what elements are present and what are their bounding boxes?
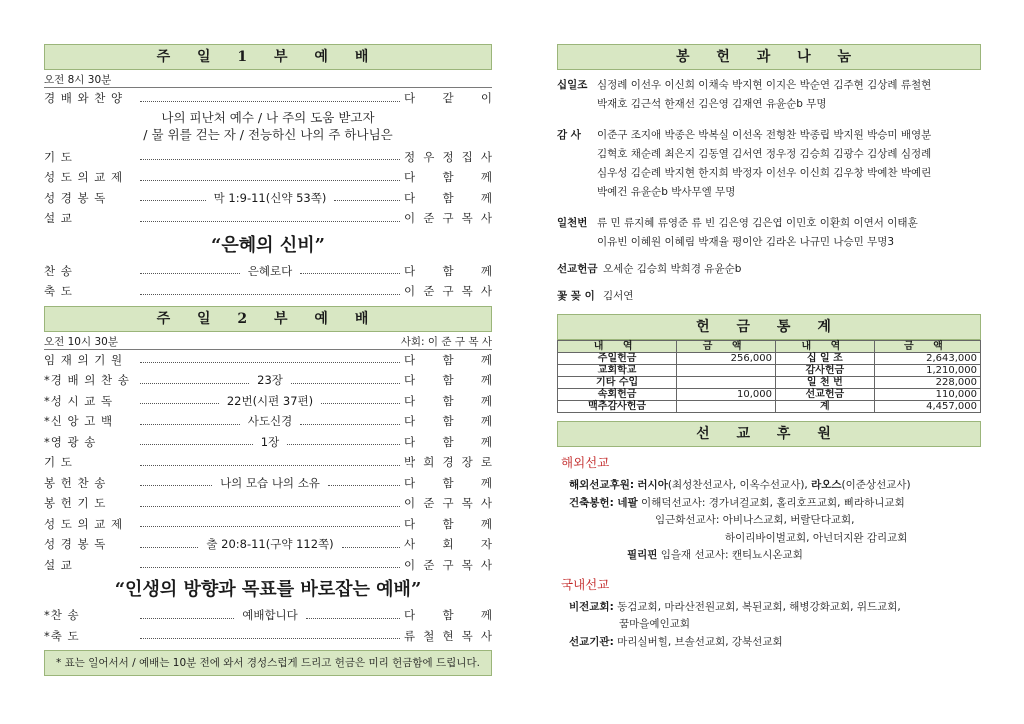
- service1-time: 오전 8시 30분: [44, 74, 112, 86]
- offering-names: 류 민 류지혜 류영준 류 빈 김은영 김은엽 이민호 이환희 이연서 이태훈: [597, 217, 918, 229]
- overseas-list: [557, 477, 981, 565]
- order-row: [44, 208, 492, 229]
- domestic-line: [557, 634, 981, 652]
- order-label: 기 도: [44, 149, 73, 164]
- table-cell: 계: [775, 401, 874, 413]
- offering-group: [557, 287, 981, 306]
- offering-category: 일천번: [557, 217, 588, 229]
- offering-group: [557, 76, 981, 114]
- offering-line: [557, 76, 981, 95]
- order-leader: 다 같 이: [404, 91, 492, 106]
- dotted-leader: [140, 200, 206, 201]
- domestic-category: 선교기관:: [569, 635, 614, 648]
- offering-names: 이준구 조지애 박종은 박복실 이선옥 전형찬 박종립 박지원 박승미 배영분: [597, 129, 932, 141]
- stats-table: [557, 340, 981, 413]
- offering-line: [557, 126, 981, 145]
- order-row: [44, 534, 492, 555]
- order-row: [44, 432, 492, 453]
- table-cell: [677, 377, 776, 389]
- table-cell: 속회헌금: [558, 389, 677, 401]
- order-label: 찬 송: [44, 263, 73, 278]
- overseas-line: [557, 530, 981, 548]
- order-label: 봉 헌 기 도: [44, 496, 107, 511]
- offering-group: [557, 126, 981, 202]
- offering-line: [557, 183, 981, 202]
- dotted-leader: [140, 547, 198, 548]
- dotted-leader: [140, 506, 400, 507]
- dotted-leader: [140, 101, 400, 102]
- dotted-leader: [140, 638, 400, 639]
- service2-order-2: [44, 605, 492, 646]
- order-leader: 다 함 께: [404, 475, 492, 490]
- order-label: *영 광 송: [44, 434, 97, 449]
- overseas-text2: (최성찬선교사, 이옥수선교사),: [667, 479, 812, 491]
- offering-groups: [557, 76, 981, 306]
- table-cell: 선교헌금: [775, 389, 874, 401]
- order-leader: 다 함 께: [404, 352, 492, 367]
- dotted-leader: [140, 567, 400, 568]
- order-leader: 이 준 구 목 사: [404, 211, 492, 226]
- order-leader: 다 함 께: [404, 414, 492, 429]
- offering-line: [557, 95, 981, 114]
- dotted-leader: [140, 294, 400, 295]
- domestic-label: 국내선교: [561, 576, 610, 592]
- order-leader: 이 준 구 목 사: [404, 284, 492, 299]
- order-label: 성 경 봉 독: [44, 537, 107, 552]
- offering-category: [557, 164, 597, 183]
- order-leader: 다 함 께: [404, 393, 492, 408]
- order-detail: 22번(시편 37편): [226, 393, 314, 408]
- dotted-leader: [140, 403, 219, 404]
- order-leader: 사 회 자: [404, 537, 492, 552]
- order-label: 성 경 봉 독: [44, 190, 107, 205]
- order-row: [44, 88, 492, 109]
- order-label: 성 도 의 교 제: [44, 516, 124, 531]
- overseas-bold: 필리핀: [627, 549, 658, 561]
- order-leader: 정 우 정 집 사: [404, 149, 492, 164]
- dotted-leader: [140, 424, 240, 425]
- overseas-line: [557, 495, 981, 513]
- table-cell: [677, 401, 776, 413]
- overseas-text: 이해덕선교사: 경가녀걸교회, 홀리호프교회, 삐라하니교회: [637, 496, 905, 509]
- order-leader: 류 철 현 목 사: [404, 628, 492, 643]
- overseas-label: 해외선교: [561, 455, 610, 470]
- offering-category: [557, 233, 597, 252]
- offering-line: [557, 145, 981, 164]
- right-column: [557, 44, 981, 651]
- table-cell: [677, 365, 776, 377]
- service1-lyric-2: / 물 위를 걷는 자 / 전능하신 나의 주 하나님은: [143, 126, 393, 142]
- domestic-list: [557, 599, 981, 652]
- service2-header: 주 일 2 부 예 배: [44, 306, 492, 332]
- order-row: [44, 350, 492, 371]
- order-label: *성 시 교 독: [44, 393, 114, 408]
- offering-names: 이유빈 이혜원 이혜림 박재율 평이안 김라온 나규민 나승민 무명3: [597, 236, 895, 248]
- dotted-leader: [328, 485, 400, 486]
- order-leader: 다 함 께: [404, 434, 492, 449]
- service2-order: [44, 350, 492, 576]
- table-row: [558, 365, 981, 377]
- order-row: [44, 605, 492, 626]
- order-label: 임 재 의 기 원: [44, 352, 124, 367]
- table-cell: 기타 수입: [558, 377, 677, 389]
- left-column: [44, 44, 492, 676]
- order-row: [44, 452, 492, 473]
- offering-line: [557, 233, 981, 252]
- service2-sermon-title: “인생의 방향과 목표를 바로잡는 예배”: [114, 579, 422, 600]
- service1-order-2: [44, 147, 492, 229]
- order-detail: 예배합니다: [242, 608, 298, 623]
- table-cell: 십 일 조: [775, 353, 874, 365]
- order-label: 기 도: [44, 455, 73, 470]
- dotted-leader: [306, 618, 400, 619]
- mission-header: 선 교 후 원: [557, 421, 981, 447]
- order-row: [44, 514, 492, 535]
- order-label: 축 도: [44, 284, 73, 299]
- offering-header: 봉 헌 과 나 눔: [557, 44, 981, 70]
- table-cell: 10,000: [677, 389, 776, 401]
- table-cell: 256,000: [677, 353, 776, 365]
- order-detail: 막 1:9-11(신약 53쪽): [213, 190, 327, 205]
- dotted-leader: [140, 180, 400, 181]
- dotted-leader: [140, 444, 253, 445]
- order-label: 설 교: [44, 557, 73, 572]
- order-row: [44, 626, 492, 647]
- table-row: [558, 353, 981, 365]
- order-leader: 다 함 께: [404, 608, 493, 623]
- domestic-names: 동검교회, 마라산전원교회, 복된교회, 해병강화교회, 위드교회,: [613, 600, 901, 613]
- dotted-leader: [140, 465, 400, 466]
- order-row: [44, 167, 492, 188]
- dotted-leader: [321, 403, 400, 404]
- order-row: [44, 493, 492, 514]
- service2-host: 사회: 이 준 구 목 사: [400, 335, 492, 348]
- offering-category: [557, 95, 597, 114]
- offering-category: 감 사: [557, 129, 581, 141]
- order-detail: 1장: [260, 434, 280, 449]
- order-row: [44, 261, 492, 282]
- dotted-leader: [140, 159, 400, 160]
- offering-names: 김혁호 채순례 최은지 김동열 김서연 정우정 김승희 김광수 김상례 심정례: [597, 148, 932, 160]
- overseas-bold3: 라오스: [811, 479, 842, 491]
- offering-group: [557, 260, 981, 279]
- order-detail: 은혜로다: [247, 263, 293, 278]
- offering-line: [557, 260, 981, 279]
- dotted-leader: [140, 362, 400, 363]
- order-detail: 출 20:8-11(구약 112쪽): [206, 537, 334, 552]
- offering-names: 심정례 이선우 이신희 이채숙 박지현 이지은 박순연 김주현 김상례 류철현: [597, 79, 932, 91]
- overseas-text: 임을재 선교사: 캔티뇨시온교회: [657, 549, 803, 561]
- order-detail: 사도신경: [247, 414, 293, 429]
- order-leader: 박 희 경 장 로: [404, 455, 492, 470]
- domestic-names: 마리실버힐, 브솔선교회, 강북선교회: [613, 635, 783, 648]
- table-header: 내 역: [558, 341, 677, 353]
- order-leader: 다 함 께: [404, 373, 492, 388]
- domestic-category: 비전교회:: [569, 600, 614, 613]
- order-row: [44, 147, 492, 168]
- offering-category: 십일조: [557, 79, 588, 91]
- domestic-names: 꿈마을예인교회: [619, 618, 691, 630]
- offering-category: 선교헌금: [557, 263, 598, 275]
- order-detail: 23장: [257, 373, 283, 388]
- overseas-bold: 해외선교후원:: [569, 479, 635, 491]
- offering-line: [557, 287, 981, 306]
- service1-header: 주 일 1 부 예 배: [44, 44, 492, 70]
- dotted-leader: [140, 618, 234, 619]
- order-leader: 다 함 께: [404, 263, 492, 278]
- offering-line: [557, 214, 981, 233]
- order-label: 성 도 의 교 제: [44, 170, 124, 185]
- overseas-line: [557, 547, 981, 565]
- table-header: 내 역: [775, 341, 874, 353]
- overseas-text: 하이리바이벌교회, 아넌더지완 감리교회: [725, 531, 908, 544]
- order-row: [44, 473, 492, 494]
- order-row: [44, 188, 492, 209]
- overseas-line: [557, 477, 981, 495]
- service2-meta: [44, 335, 492, 349]
- offering-names: 박예건 유윤순b 박사무엘 무명: [597, 186, 736, 198]
- order-label: *찬 송: [44, 608, 80, 623]
- dotted-leader: [140, 485, 212, 486]
- offering-group: [557, 214, 981, 252]
- order-row: [44, 391, 492, 412]
- order-row: [44, 281, 492, 302]
- overseas-line: [557, 512, 981, 530]
- order-leader: 다 함 께: [404, 170, 492, 185]
- order-row: [44, 411, 492, 432]
- dotted-leader: [291, 383, 400, 384]
- overseas-text: 임근화선교사: 아비나스교회, 버랄단다교회,: [655, 514, 855, 526]
- dotted-leader: [287, 444, 400, 445]
- offering-category: [557, 145, 597, 164]
- order-detail: 나의 모습 나의 소유: [220, 475, 320, 490]
- order-label: *경 배 의 찬 송: [44, 373, 130, 388]
- table-cell: 1,210,000: [874, 365, 980, 377]
- service1-lyric-1: 나의 피난처 예수 / 나 주의 도움 받고자: [161, 109, 375, 125]
- domestic-line: [557, 599, 981, 617]
- offering-names: 심우성 김순례 박지현 한지희 박정자 이선우 이신희 김우창 박예찬 박예린: [597, 167, 932, 179]
- dotted-leader: [342, 547, 400, 548]
- overseas-bold: 건축봉헌: 네팔: [569, 496, 638, 509]
- table-cell: 맥추감사헌금: [558, 401, 677, 413]
- order-leader: 이 준 구 목 사: [404, 557, 492, 572]
- order-row: [44, 370, 492, 391]
- table-cell: 일 천 번: [775, 377, 874, 389]
- table-header: 금 액: [677, 341, 776, 353]
- table-cell: 110,000: [874, 389, 980, 401]
- order-label: *축 도: [44, 628, 80, 643]
- dotted-leader: [140, 526, 400, 527]
- order-row: [44, 555, 492, 576]
- overseas-bold2: 러시아: [637, 479, 668, 491]
- service1-sermon-title: “은혜의 신비”: [211, 234, 325, 256]
- dotted-leader: [300, 273, 400, 274]
- table-cell: 228,000: [874, 377, 980, 389]
- offering-names: 김서연: [603, 290, 634, 302]
- table-cell: 감사헌금: [775, 365, 874, 377]
- table-header: 금 액: [874, 341, 980, 353]
- table-cell: 4,457,000: [874, 401, 980, 413]
- dotted-leader: [140, 221, 400, 222]
- overseas-text3: (이준상선교사): [841, 479, 911, 491]
- table-row: [558, 377, 981, 389]
- order-label: *신 앙 고 백: [44, 414, 114, 429]
- service2-note: * 표는 일어서서 / 예배는 10분 전에 와서 경성스럽게 드리고 헌금은 미리 헌금함에 드립니다.: [44, 650, 492, 676]
- order-label: 설 교: [44, 211, 73, 226]
- service1-order-3: [44, 261, 492, 302]
- table-cell: 2,643,000: [874, 353, 980, 365]
- table-cell: 주일헌금: [558, 353, 677, 365]
- offering-category: [557, 183, 597, 202]
- offering-names: 박재호 김근석 한재선 김은영 김재연 유윤순b 무명: [597, 98, 827, 110]
- dotted-leader: [140, 273, 240, 274]
- order-leader: 다 함 께: [404, 190, 492, 205]
- offering-category: 꽃 꽂 이: [557, 290, 595, 302]
- stats-header: 헌 금 통 계: [557, 314, 981, 340]
- order-label: 경 배 와 찬 양: [44, 91, 124, 106]
- dotted-leader: [140, 383, 249, 384]
- service2-time: 오전 10시 30분: [44, 335, 118, 348]
- domestic-line: [557, 616, 981, 634]
- order-leader: 다 함 께: [404, 516, 492, 531]
- dotted-leader: [334, 200, 400, 201]
- dotted-leader: [300, 424, 400, 425]
- offering-line: [557, 164, 981, 183]
- order-leader: 이 준 구 목 사: [404, 496, 492, 511]
- offering-names: 오세순 김승희 박희경 유윤순b: [603, 263, 742, 275]
- table-row: [558, 389, 981, 401]
- service1-order: [44, 88, 492, 109]
- order-label: 봉 헌 찬 송: [44, 475, 107, 490]
- table-cell: 교회학교: [558, 365, 677, 377]
- table-row: [558, 401, 981, 413]
